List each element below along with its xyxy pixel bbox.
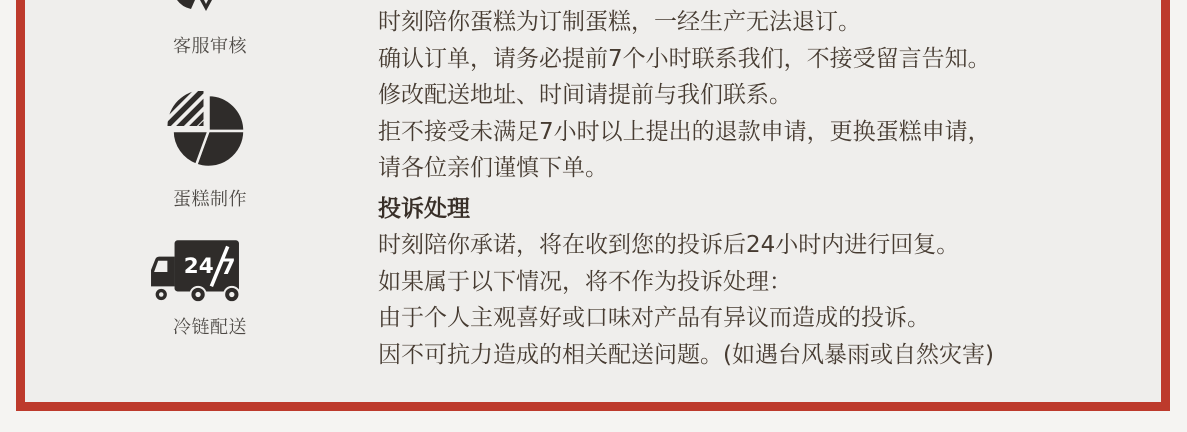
pie-chart-icon (167, 91, 251, 171)
truck-24-7-icon (150, 240, 240, 303)
complaint-line: 由于个人主观喜好或口味对产品有异议而造成的投诉。 (378, 305, 930, 331)
complaint-paragraph (378, 227, 1108, 373)
step-label-service-review: 客服审核 (173, 36, 247, 57)
policy-line: 修改配送地址、时间请提前与我们联系。 (378, 82, 792, 108)
policy-panel-frame (16, 0, 1170, 411)
truck-text-24: 24 (183, 254, 214, 280)
service-steps-sidebar (125, 0, 295, 402)
complaint-line: 因不可抗力造成的相关配送问题。(如遇台风暴雨或自然灾害) (378, 341, 994, 368)
complaint-line: 时刻陪你承诺，将在收到您的投诉后24小时内进行回复。 (378, 232, 960, 258)
service-review-icon (175, 0, 217, 13)
step-label-cold-chain-delivery: 冷链配送 (173, 317, 247, 338)
complaint-line: 如果属于以下情况，将不作为投诉处理： (378, 268, 792, 295)
order-policy-paragraph (378, 4, 1108, 187)
step-label-cake-making: 蛋糕制作 (173, 189, 247, 210)
complaint-section-heading: 投诉处理 (378, 195, 470, 222)
truck-text-7: 7 (220, 255, 236, 281)
policy-line: 拒不接受未满足7小时以上提出的退款申请，更换蛋糕申请， (378, 118, 991, 145)
policy-line: 时刻陪你蛋糕为订制蛋糕，一经生产无法退订。 (378, 9, 861, 35)
policy-line: 确认订单，请务必提前7个小时联系我们，不接受留言告知。 (378, 45, 991, 72)
policy-text-column (378, 4, 1108, 373)
policy-line: 请各位亲们谨慎下单。 (378, 155, 608, 181)
